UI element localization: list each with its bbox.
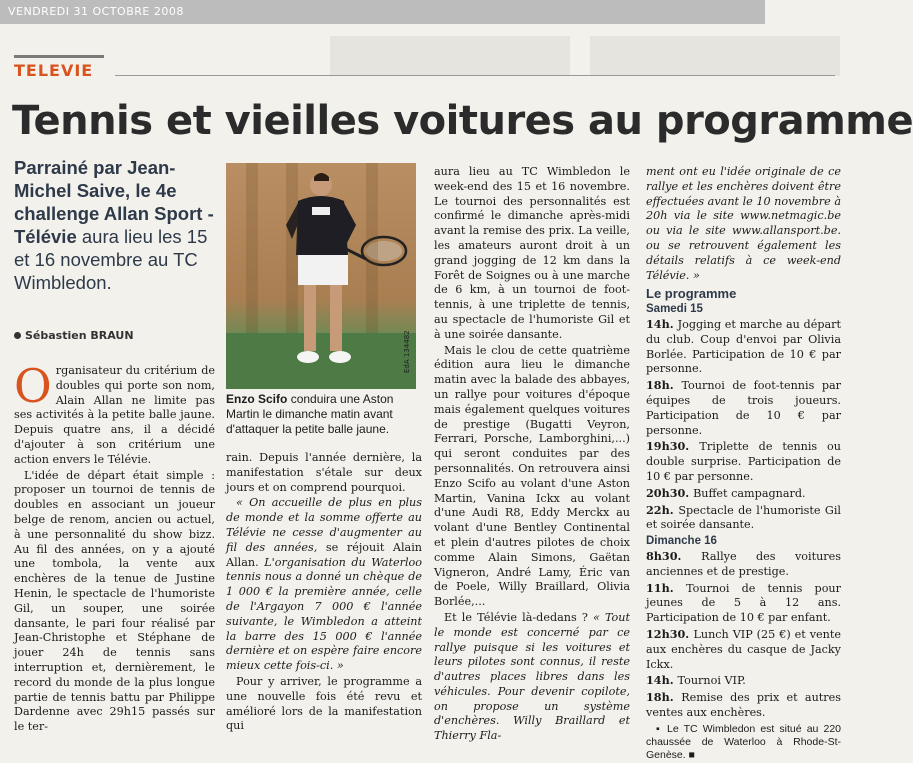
schedule-time: 14h. [646,673,678,688]
schedule-item [646,549,841,580]
byline [14,329,134,342]
schedule-item [646,690,841,721]
quote-paragraph: Et le Télévie là-dedans ? « Tout le monde est concerné par ce rallye puisque si les voitures et leurs pilotes sont connus, il reste d'autres places libres dans les véhicules. Pour devenir copilote, on propose un système d'enchères. Willy Braillard et Thierry Fla- [434,610,630,743]
schedule-text: Tournoi de foot-tennis par équipes de trois joueurs. Participation de 10 € par personne. [646,379,842,437]
schedule-time: 19h30. [646,439,700,454]
paragraph: L'idée de départ était simple : proposer un tournoi de tennis de doubles en associant un joueur belge de renom, ancien ou actuel, à une personnalité du show bizz. Au fil des années, on y a ajouté une tombola, la vente aux enchères de la tenue de Justine Henin, le spectacle de l'humoriste Gil, un souper, une soirée dansante, le pari four réalisé par Jean-Christophe et Stéphane de jouer 24h de tennis sans interruption et, dernièrement, le record du monde de la plus longue partie de tennis battu par Philippe Dardenne avec 29h15 passés sur le ter- [14,468,215,734]
schedule-text: Spectacle de l'humoriste Gil et soirée dansante. [646,503,842,532]
schedule-time: 14h. [646,316,678,331]
schedule-text: Triplette de tennis ou double surprise. Participation de 10 € par personne. [646,440,842,483]
paragraph: Mais le clou de cette quatrième édition aura lieu le dimanche matin avec la balade des abbayes, un rallye pour voitures d'époque mais également quelques voitures de prestige (Bugatti Veyron, Ferrari, Porsche, Lamborghini,...) qui seront conduites par des personnalités. On retrouvera ainsi Enzo Scifo au volant d'une Aston Martin, Vanina Ickx au volant d'une Audi R8, Eddy Merckx au volant d'une Bentley Continental et plein d'autres pilotes de choix comme Alain Simons, Gaëtan Vigneron, André Lamy, Éric van de Poele, Willy Braillard, Olivia Borlée,... [434,343,630,609]
schedule-time: 18h. [646,378,682,393]
byline-bullet-icon [14,332,21,339]
photo-credit: EdA 134482 [403,330,411,373]
schedule-time: 20h30. [646,485,694,500]
schedule-time: 12h30. [646,626,694,641]
schedule-item [646,439,841,484]
byline-author: Sébastien BRAUN [25,329,134,342]
date-bar [0,0,765,24]
schedule-text: Tournoi de tennis pour jeunes de 5 à 12 ans. Participation de 10 € par enfant. [646,581,841,625]
rubric-rule [14,55,104,58]
schedule-item [646,486,841,502]
headline: Tennis et vieilles voitures au programme [12,98,913,144]
photo-caption [226,392,421,437]
schedule-text: Jogging et marche au départ du club. Coup d'envoi par Olivia Borlée. Participation de 10 € par personne. [646,317,841,376]
venue-note: ▪ Le TC Wimbledon est situé au 220 chaussée de Waterloo à Rhode-St-Genèse. ■ [646,722,841,761]
paragraph: rain. Depuis l'année dernière, la manifestation s'étale sur deux jours et on comprend pourquoi. [226,451,422,494]
day-sunday: Dimanche 16 [646,535,717,548]
schedule-text: Buffet campagnard. [693,486,806,500]
lead-bold: Parrainé par Jean-Michel Saive, le 4e challenge Allan Sport - Télévie [14,157,214,247]
paragraph-intro [14,359,215,468]
schedule-text: Remise des prix et autres ventes aux enchères. [646,691,842,719]
schedule-time: 18h. [646,690,682,705]
quote-continuation: ment ont eu l'idée originale de ce rallye et les enchères doivent être effectuées avant le 10 novembre à 20h via le site www.netmagic.be ou via le site www.allansport.be. ou se retrouvent également les détails relatifs à ce week-end Télévie. » [646,165,841,282]
schedule-text: Rallye des voitures anciennes et de prestige. [646,549,841,578]
rubric-label: TELEVIE [14,61,94,80]
day-saturday: Samedi 15 [646,303,703,316]
schedule-item [646,627,841,672]
schedule-item [646,378,841,438]
paragraph-intro-text: rganisateur du critérium de doubles qui porte son nom, Alain Allan ne limite pas ses activités à la petite balle jaune. Depuis quatre ans, il a décidé d'ajouter à son critérium une action envers le Télévie. [14,364,215,466]
schedule-time: 11h. [646,580,687,595]
programme-title: Le programme [646,286,737,302]
dropcap: O [14,359,52,413]
schedule-item [646,581,841,626]
schedule-item [646,673,841,689]
schedule-text: Lunch VIP (25 €) et vente aux enchères du casque de Jacky Ickx. [646,627,841,671]
column-1 [14,359,215,736]
schedule-text: Tournoi VIP. [677,674,746,688]
previous-article-bleed [330,36,570,76]
photo-enzo-scifo [226,163,416,389]
schedule-time: 22h. [646,502,679,517]
caption-text: conduira une Aston Martin le dimanche matin avant d'attaquer la petite balle jaune. [226,392,394,436]
paragraph: Pour y arriver, le programme a une nouvelle fois été revu et amélioré lors de la manifestation qui [226,674,422,733]
rubric-divider [115,75,835,76]
lead-paragraph [14,156,219,294]
lead-rest: aura lieu les 15 et 16 novembre au TC Wimbledon. [14,226,208,293]
saturday-schedule [646,317,841,533]
quote-paragraph: « On accueille de plus en plus de monde et la somme offerte au Télévie ne cesse d'augmenter au fil des années, se réjouit Alain Allan. L'organisation du Waterloo tennis nous a donné un chèque de 1 000 € la première année, celle de l'Argayon 7 000 € l'année suivante, le Wimbledon a atteint la barre des 15 000 € l'année dernière et on espère faire encore mieux cette fois-ci. » [226,496,422,673]
schedule-item [646,503,841,534]
date-text: VENDREDI 31 OCTOBRE 2008 [8,5,184,18]
paragraph: aura lieu au TC Wimbledon le week-end des 15 et 16 novembre. Le tournoi des personnalités est confirmé le dimanche après-midi avant la remise des prix. La veille, les amateurs auront droit à un grand jogging de 12 km dans la Forêt de Soignes ou à une marche de 6 km, à un tournoi de foot-tennis, à une triplette de tennis, au spectacle de l'humoriste Gil et à une soirée dansante. [434,165,630,341]
schedule-item [646,317,841,377]
caption-name: Enzo Scifo [226,392,288,406]
sunday-schedule [646,549,841,721]
column-4 [646,165,841,763]
column-3 [434,165,630,745]
previous-article-bleed-right [590,36,840,76]
column-2 [226,451,422,735]
schedule-time: 8h30. [646,548,702,563]
